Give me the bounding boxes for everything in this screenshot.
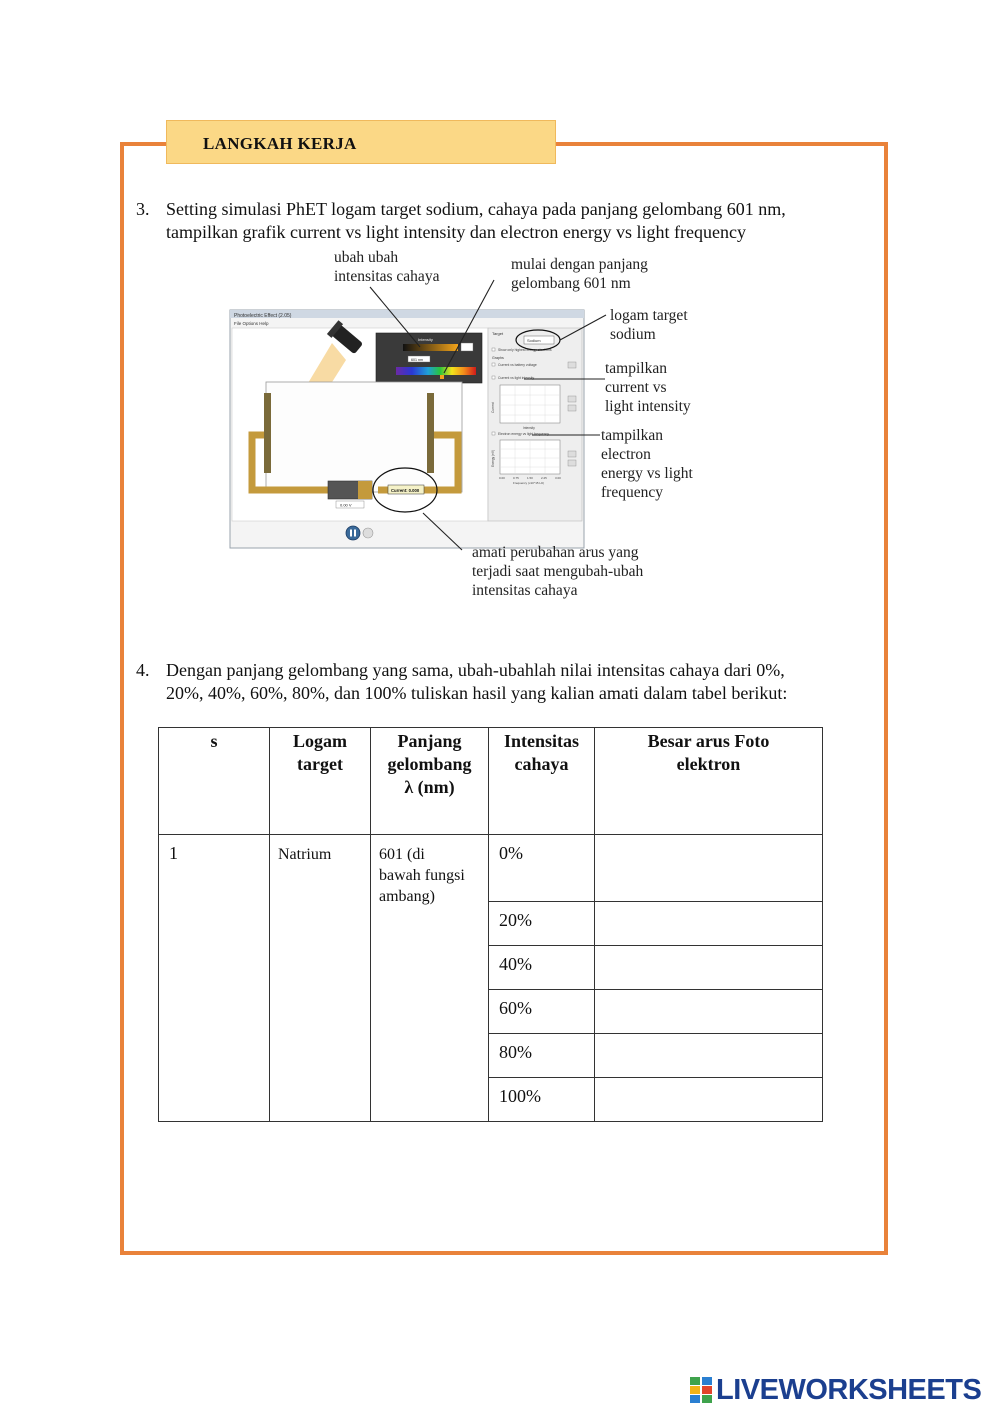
left-plate — [264, 393, 271, 473]
wavelength-value: 601 nm — [411, 358, 423, 362]
intensity-cell: 100% — [489, 1078, 595, 1122]
sim-window-title: Photoelectric Effect (2.05) — [234, 313, 292, 319]
annotation-energy-graph: tampilkan electron energy vs light frequency — [601, 427, 693, 501]
step-text-line: Dengan panjang gelombang yang sama, ubah-ubahlah nilai intensitas cahaya dari 0%, — [166, 660, 785, 680]
graph-ef-checkbox[interactable] — [492, 432, 495, 435]
annotation-wavelength: mulai dengan panjang gelombang 601 nm — [511, 256, 648, 292]
liveworksheets-logo-icon — [690, 1377, 712, 1403]
table-header-row — [159, 728, 823, 835]
graphs-label: Graphs — [492, 356, 504, 360]
freq-tick: 3.00 — [555, 476, 561, 480]
graph-expand-button[interactable] — [568, 362, 576, 368]
graph-ci-checkbox[interactable] — [492, 376, 495, 379]
graph-cv-checkbox[interactable] — [492, 363, 495, 366]
freq-tick: 0.00 — [499, 476, 505, 480]
zoom-in-button[interactable] — [568, 451, 576, 457]
row-number-cell: 1 — [159, 835, 270, 1122]
header-cell: Besar arus Foto elektron — [595, 728, 823, 835]
current-answer-cell[interactable] — [595, 902, 823, 946]
intensity-slider[interactable] — [403, 344, 458, 351]
current-answer-cell[interactable] — [595, 990, 823, 1034]
axis-energy-label: Energy (eV) — [491, 449, 495, 467]
header-cell: Logam target — [270, 728, 371, 835]
zoom-in-button[interactable] — [568, 396, 576, 402]
zoom-out-button[interactable] — [568, 460, 576, 466]
graph-ci-label: Current vs light intensity — [498, 376, 535, 380]
battery-cap — [358, 481, 372, 499]
annotation-intensity: ubah ubah intensitas cahaya — [334, 249, 440, 285]
axis-frequency-label: Frequency (x10^15 Hz) — [513, 481, 545, 485]
step-text-line: Setting simulasi PhET logam target sodium, cahaya pada panjang gelombang 601 nm, — [166, 199, 786, 219]
intensity-cell: 60% — [489, 990, 595, 1034]
pause-button[interactable] — [346, 526, 360, 540]
intensity-label: Intensity — [418, 337, 433, 342]
metal-cell: Natrium — [270, 835, 371, 1122]
wavelength-cell: 601 (di bawah fungsi ambang) — [371, 835, 489, 1122]
sim-menu[interactable]: File Options Help — [234, 321, 269, 326]
wavelength-slider-knob[interactable] — [440, 375, 444, 379]
current-answer-cell[interactable] — [595, 835, 823, 902]
header-cell: s — [159, 728, 270, 835]
annotation-observe: amati perubahan arus yang terjadi saat mengubah-ubah intensitas cahaya — [472, 544, 644, 599]
intensity-cell: 20% — [489, 902, 595, 946]
annotation-current-graph: tampilkan current vs light intensity — [605, 360, 691, 415]
target-select-value: Sodium — [527, 338, 541, 343]
freq-tick: 2.25 — [541, 476, 547, 480]
intensity-cell: 80% — [489, 1034, 595, 1078]
phet-figure — [228, 245, 748, 605]
current-readout: Current: 0.000 — [391, 488, 420, 493]
step-text-line: tampilkan grafik current vs light intensity dan electron energy vs light frequency — [166, 222, 746, 242]
voltage-readout: 0.00 V — [340, 502, 352, 508]
axis-intensity-label: Intensity — [523, 426, 535, 430]
current-answer-cell[interactable] — [595, 1078, 823, 1122]
zoom-out-button[interactable] — [568, 405, 576, 411]
current-answer-cell[interactable] — [595, 1034, 823, 1078]
graph-ef-label: Electron energy vs light frequency — [498, 432, 550, 436]
step-button[interactable] — [363, 528, 373, 538]
freq-tick: 0.75 — [513, 476, 519, 480]
table-row — [159, 835, 823, 902]
show-photons-label: Show only highest energy electrons — [498, 348, 552, 352]
liveworksheets-brand: LIVEWORKSHEETS — [716, 1373, 982, 1406]
observation-table — [158, 727, 823, 1122]
step-number: 4. — [136, 660, 150, 680]
wavelength-slider[interactable] — [396, 367, 476, 375]
annotation-target: logam target sodium — [610, 307, 688, 343]
liveworksheets-logo — [690, 1372, 981, 1408]
right-plate — [427, 393, 434, 473]
step-text-line: 20%, 40%, 60%, 80%, dan 100% tuliskan hasil yang kalian amati dalam tabel berikut: — [166, 683, 788, 703]
target-label: Target — [492, 331, 504, 336]
header-cell: Panjang gelombang λ (nm) — [371, 728, 489, 835]
section-title: LANGKAH KERJA — [166, 120, 556, 164]
intensity-input[interactable] — [461, 343, 473, 351]
step-number: 3. — [136, 199, 150, 219]
freq-tick: 1.50 — [527, 476, 533, 480]
axis-current-label: Current — [491, 402, 495, 413]
intensity-cell: 40% — [489, 946, 595, 990]
header-cell: Intensitas cahaya — [489, 728, 595, 835]
current-answer-cell[interactable] — [595, 946, 823, 990]
graph-cv-label: Current vs battery voltage — [498, 363, 537, 367]
intensity-cell: 0% — [489, 835, 595, 902]
show-photons-checkbox[interactable] — [492, 348, 495, 351]
